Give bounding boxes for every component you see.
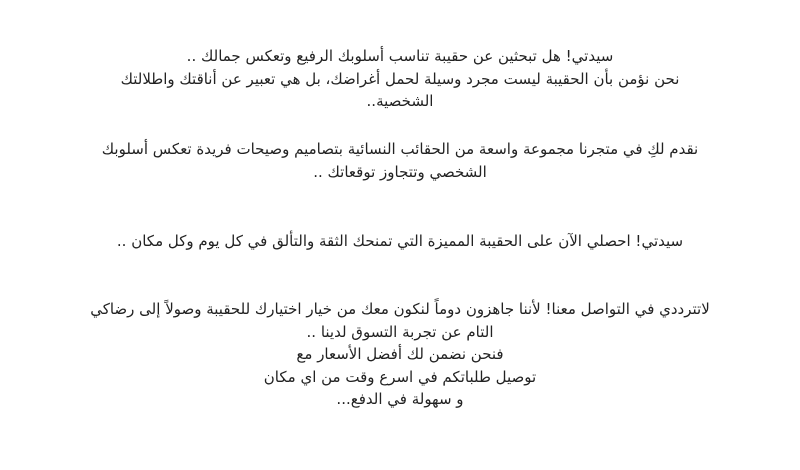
text-line: و سهولة في الدفع...: [336, 390, 464, 408]
intro-paragraph: [0, 45, 800, 113]
text-line: سيدتي! هل تبحثين عن حقيبة تناسب أسلوبك الرفيع وتعكس جمالك ..: [186, 47, 614, 65]
call-to-action-paragraph: [0, 230, 800, 253]
text-line: لاتترددي في التواصل معنا! لأننا جاهزون دوماً لنكون معك من خيار اختيارك للحقيبة وصولاً إلى رضاكي: [90, 300, 710, 318]
text-line: نحن نؤمن بأن الحقيبة ليست مجرد وسيلة لحمل أغراضك، بل هي تعبير عن أناقتك واطلالتك: [120, 69, 680, 88]
contact-paragraph: [0, 298, 800, 411]
text-line: نقدم لكِ في متجرنا مجموعة واسعة من الحقائب النسائية بتصاميم وصيحات فريدة تعكس أسلوبك: [101, 140, 699, 158]
text-line: الشخصية..: [366, 92, 434, 110]
text-line: التام عن تجربة التسوق لدينا ..: [306, 322, 494, 341]
text-line: سيدتي! احصلي الآن على الحقيبة المميزة التي تمنحك الثقة والتألق في كل يوم وكل مكان ..: [116, 232, 684, 250]
offer-paragraph: [0, 138, 800, 183]
text-line: توصيل طلباتكم في اسرع وقت من اي مكان: [263, 367, 537, 386]
text-line: فنحن نضمن لك أفضل الأسعار مع: [296, 345, 504, 363]
text-line: الشخصي وتتجاوز توقعاتك ..: [313, 162, 487, 181]
